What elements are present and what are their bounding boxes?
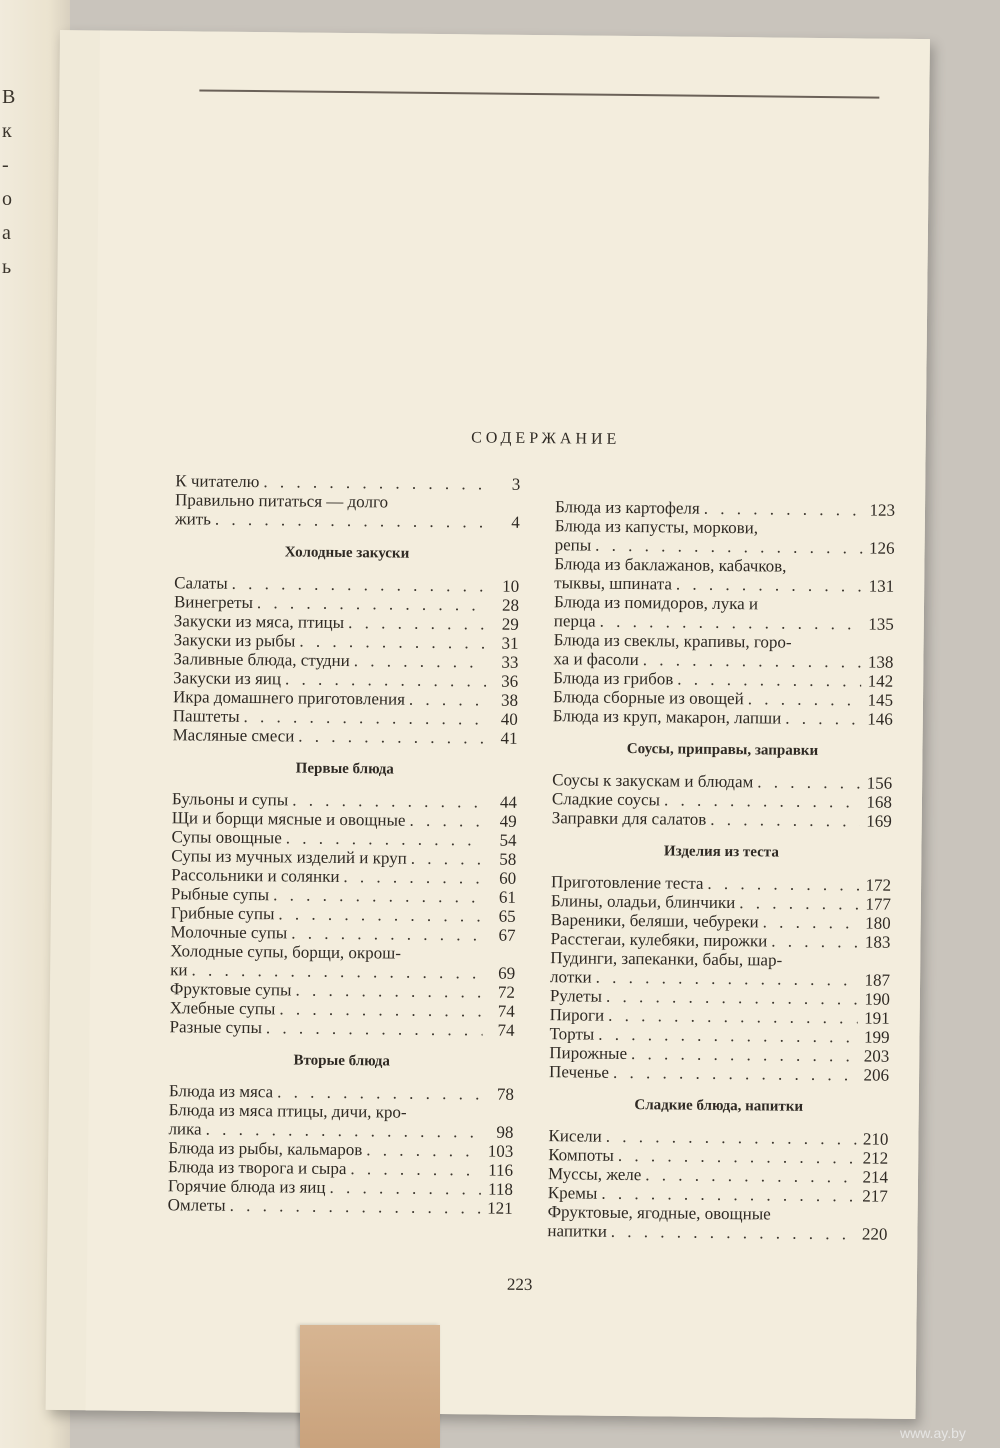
toc-entry-label-cont: жить xyxy=(174,509,212,529)
toc-entry[interactable] xyxy=(549,1062,889,1085)
toc-entry-label: Винегреты xyxy=(173,592,254,613)
toc-page-number: 210 xyxy=(862,1129,889,1149)
toc-page-number: 65 xyxy=(498,906,516,926)
toc-page-number: 138 xyxy=(867,652,894,672)
toc-entry-label: Закуски из рыбы xyxy=(173,630,296,651)
leader-dots xyxy=(263,472,488,493)
toc-entry-label: Торты xyxy=(549,1024,595,1044)
wooden-bookmark[interactable] xyxy=(300,1325,440,1448)
toc-entry-label: Блюда из творога и сыра xyxy=(168,1157,347,1179)
leader-dots xyxy=(704,499,863,520)
toc-entry-label: Правильно питаться — долго xyxy=(174,490,389,512)
toc-entry-label: Блюда из свеклы, крапивы, горо- xyxy=(553,630,792,652)
toc-entry-label: Пудинги, запеканки, бабы, шар- xyxy=(550,948,783,970)
toc-entry-label: Блюда из помидоров, лука и xyxy=(553,592,759,614)
toc-page-number: 44 xyxy=(499,792,518,812)
leader-dots xyxy=(676,574,862,595)
toc-page-number: 142 xyxy=(867,671,894,691)
toc-entry[interactable] xyxy=(169,1017,514,1040)
toc-entry-label: Фруктовые супы xyxy=(169,979,292,1000)
leader-dots xyxy=(643,650,862,671)
toc-page-number: 116 xyxy=(488,1160,514,1180)
leader-dots xyxy=(273,885,484,906)
toc-page-number: 220 xyxy=(861,1224,888,1244)
leader-dots xyxy=(757,772,860,792)
toc-page-number: 103 xyxy=(487,1141,514,1161)
toc-entry-label: Кремы xyxy=(547,1183,598,1203)
toc-page-number: 168 xyxy=(866,792,893,812)
toc-entry-label-cont: перца xyxy=(553,611,596,631)
toc-page-number: 40 xyxy=(500,709,518,729)
toc-entry-label-cont: лика xyxy=(168,1119,202,1139)
leader-dots xyxy=(710,810,860,831)
leader-dots xyxy=(348,613,487,633)
leader-dots xyxy=(677,670,861,691)
leader-dots xyxy=(608,1006,858,1028)
toc-entry-label: Блюда из мяса птицы, дичи, кро- xyxy=(168,1100,407,1122)
edge-fragment: о xyxy=(2,188,12,210)
toc-page-number: 72 xyxy=(497,982,516,1002)
toc-page-number: 146 xyxy=(867,709,893,729)
toc-page-number: 206 xyxy=(863,1065,890,1085)
header-rule xyxy=(199,89,879,98)
toc-entry[interactable] xyxy=(175,509,520,532)
leader-dots xyxy=(230,1196,481,1218)
toc-page-number: 169 xyxy=(866,811,892,831)
toc-page-number: 183 xyxy=(864,932,891,952)
leader-dots xyxy=(286,828,485,849)
toc-entry-label: Компоты xyxy=(548,1145,615,1165)
leader-dots xyxy=(707,874,859,895)
toc-entry-label: Приготовление теста xyxy=(551,872,704,893)
edge-fragment: - xyxy=(2,154,9,176)
toc-page-number: 199 xyxy=(863,1027,890,1047)
leader-dots xyxy=(278,904,484,925)
toc-page-number: 31 xyxy=(501,633,519,653)
leader-dots xyxy=(618,1146,857,1167)
toc-entry-label: Щи и борщи мясные и овощные xyxy=(171,808,406,830)
leader-dots xyxy=(243,707,485,729)
section-heading: Первые блюда xyxy=(295,760,394,778)
toc-entry-label: Рыбные супы xyxy=(170,884,270,905)
toc-page-number: 10 xyxy=(502,576,520,596)
section-heading: Холодные закуски xyxy=(284,544,410,562)
toc-entry-label-cont: репы xyxy=(554,535,592,555)
toc-entry-label: К читателю xyxy=(175,471,260,492)
toc-page-number: 49 xyxy=(499,811,517,831)
leader-dots xyxy=(611,1222,856,1244)
toc-entry-label: Блюда из капусты, моркови, xyxy=(554,516,759,538)
toc-entry-label: Салаты xyxy=(174,573,228,593)
toc-entry-label: Бульоны и супы xyxy=(171,789,289,810)
toc-entry-label: Расстегаи, кулебяки, пирожки xyxy=(550,929,768,951)
toc-entry-label: Блюда из баклажанов, кабачков, xyxy=(554,554,787,576)
section-heading: Соусы, приправы, заправки xyxy=(626,740,819,759)
toc-page-number: 38 xyxy=(500,690,519,710)
toc-entry-label-cont: ха и фасоли xyxy=(553,649,639,670)
toc-page-number: 28 xyxy=(501,595,520,615)
book-page xyxy=(46,30,930,1419)
edge-fragment: ь xyxy=(2,256,12,278)
section-heading: Вторые блюда xyxy=(293,1052,390,1070)
leader-dots xyxy=(277,1082,482,1103)
toc-page-number: 4 xyxy=(511,512,520,532)
toc-entry-label-cont: тыквы, шпината xyxy=(554,573,673,594)
page-title: СОДЕРЖАНИЕ xyxy=(471,429,621,448)
toc-page-number: 187 xyxy=(864,970,891,990)
toc-entry-label: Разные супы xyxy=(169,1017,263,1038)
toc-page-number: 131 xyxy=(868,576,895,596)
toc-entry-label: Блюда сборные из овощей xyxy=(552,687,744,709)
leader-dots xyxy=(645,1165,856,1186)
toc-page-number: 74 xyxy=(497,1001,515,1021)
toc-entry-label: Масляные смеси xyxy=(172,725,295,746)
toc-entry-label: Паштеты xyxy=(172,706,240,726)
leader-dots xyxy=(257,593,487,614)
toc-entry-label: Горячие блюда из яиц xyxy=(167,1176,326,1197)
leader-dots xyxy=(409,811,484,831)
leader-dots xyxy=(606,987,858,1009)
toc-entry-label: Блюда из мяса xyxy=(168,1081,274,1102)
toc-page-number: 126 xyxy=(869,538,895,558)
page-number: 223 xyxy=(506,1274,533,1295)
toc-page-number: 54 xyxy=(499,830,517,850)
toc-entry[interactable] xyxy=(168,1195,513,1218)
edge-fragment: к xyxy=(2,120,12,142)
leader-dots xyxy=(285,669,486,690)
leader-dots xyxy=(292,790,485,811)
leader-dots xyxy=(631,1044,857,1065)
toc-entry-label: Икра домашнего приготовления xyxy=(172,687,406,709)
page-surface xyxy=(86,30,930,1419)
toc-entry-label: Омлеты xyxy=(167,1195,226,1215)
toc-page-number: 217 xyxy=(862,1186,888,1206)
toc-page-number: 145 xyxy=(867,690,894,710)
toc-entry-label: Блюда из грибов xyxy=(553,668,674,689)
toc-entry-label: Грибные супы xyxy=(170,903,275,924)
leader-dots xyxy=(785,709,861,729)
toc-entry-label: Рулеты xyxy=(549,986,603,1006)
toc-page-number: 212 xyxy=(862,1148,889,1168)
toc-entry-label: Супы овощные xyxy=(171,827,282,848)
cut-off-text xyxy=(2,80,22,284)
toc-entry-label: Кисели xyxy=(548,1126,602,1146)
leader-dots xyxy=(366,1140,481,1160)
edge-fragment: а xyxy=(2,222,11,244)
toc-page-number: 203 xyxy=(863,1046,890,1066)
leader-dots xyxy=(613,1063,857,1085)
leader-dots xyxy=(748,689,861,709)
section-heading: Сладкие блюда, напитки xyxy=(634,1097,804,1115)
toc-page-number: 172 xyxy=(865,875,892,895)
toc-entry-label-cont: напитки xyxy=(547,1221,607,1241)
toc-entry-label: Супы из мучных изделий и круп xyxy=(171,846,407,868)
toc-entry[interactable] xyxy=(553,706,893,729)
toc-entry-label: Блюда из рыбы, кальмаров xyxy=(168,1138,363,1160)
toc-entry-label: Закуски из яиц xyxy=(173,668,282,689)
toc-page-number: 191 xyxy=(864,1008,890,1028)
edge-fragment: В xyxy=(2,86,16,108)
toc-page-number: 98 xyxy=(496,1122,514,1142)
toc-entry-label: Заправки для салатов xyxy=(551,808,707,829)
toc-entry-label: Хлебные супы xyxy=(169,998,276,1019)
toc-page-number: 214 xyxy=(862,1167,889,1187)
toc-entry-label: Сладкие соусы xyxy=(551,789,661,810)
leader-dots xyxy=(329,1178,481,1199)
toc-page-number: 177 xyxy=(865,894,891,914)
toc-page-number: 180 xyxy=(865,913,891,933)
toc-entry[interactable] xyxy=(548,1164,888,1187)
toc-entry-label: Молочные супы xyxy=(170,922,288,943)
leader-dots xyxy=(295,981,483,1002)
toc-entry[interactable] xyxy=(173,725,518,748)
leader-dots xyxy=(215,510,488,532)
toc-entry-label: Вареники, беляши, чебуреки xyxy=(550,910,759,932)
watermark: www.ay.by xyxy=(900,1425,966,1441)
toc-entry-label: Рассольники и солянки xyxy=(171,865,340,886)
toc-entry-label: Блюда из картофеля xyxy=(554,497,700,518)
leader-dots xyxy=(606,1127,857,1149)
toc-page-number: 33 xyxy=(501,652,519,672)
leader-dots xyxy=(343,867,484,887)
toc-page-number: 121 xyxy=(487,1198,513,1218)
toc-page-number: 41 xyxy=(500,728,518,748)
toc-page-number: 123 xyxy=(869,500,896,520)
leader-dots xyxy=(411,849,485,869)
section-heading: Изделия из теста xyxy=(663,843,779,861)
toc-entry-label: Блины, оладьи, блинчики xyxy=(550,891,736,913)
toc-entry-label: Муссы, желе xyxy=(547,1164,642,1185)
toc-page-number: 135 xyxy=(868,614,894,634)
toc-page-number: 74 xyxy=(497,1020,515,1040)
toc-entry-label: Закуски из мяса, птицы xyxy=(173,611,345,633)
toc-entry-label: Блюда из круп, макарон, лапши xyxy=(552,706,782,728)
toc-page-number: 29 xyxy=(501,614,519,634)
toc-left-column xyxy=(168,471,521,1218)
toc-page-number: 36 xyxy=(501,671,519,691)
leader-dots xyxy=(763,912,859,932)
toc-page-number: 156 xyxy=(866,773,893,793)
toc-entry-label: Заливные блюда, студни xyxy=(173,649,350,671)
leader-dots xyxy=(298,727,485,748)
toc-entry-label-cont: лотки xyxy=(550,967,592,987)
toc-entry-label: Печенье xyxy=(549,1062,610,1082)
toc-entry-label: Соусы к закускам и блюдам xyxy=(552,770,754,792)
toc-page-number: 190 xyxy=(864,989,890,1009)
toc-entry-label-cont: ки xyxy=(170,960,188,980)
toc-entry[interactable] xyxy=(552,808,892,831)
toc-page-number: 67 xyxy=(498,925,516,945)
toc-page-number: 58 xyxy=(499,849,517,869)
toc-entry[interactable] xyxy=(547,1221,887,1244)
leader-dots xyxy=(291,923,483,944)
toc-page-number: 61 xyxy=(498,887,517,907)
leader-dots xyxy=(739,893,859,913)
toc-page-number: 118 xyxy=(487,1179,513,1199)
leader-dots xyxy=(279,999,483,1020)
toc-entry-label: Пирожные xyxy=(549,1043,628,1063)
leader-dots xyxy=(266,1018,483,1039)
leader-dots xyxy=(299,632,486,653)
leader-dots xyxy=(409,690,486,710)
toc-page-number: 60 xyxy=(499,868,517,888)
leader-dots xyxy=(664,790,860,811)
toc-entry-label: Холодные супы, борщи, окрош- xyxy=(170,941,402,963)
toc-right-column xyxy=(547,497,895,1244)
toc-page-number: 78 xyxy=(496,1084,514,1104)
leader-dots xyxy=(354,651,487,671)
toc-entry-label: Пироги xyxy=(549,1005,605,1025)
leader-dots xyxy=(350,1159,481,1179)
toc-entry-label: Фруктовые, ягодные, овощные xyxy=(547,1202,771,1224)
toc-page-number: 69 xyxy=(498,963,516,983)
leader-dots xyxy=(771,931,858,951)
toc-page-number: 3 xyxy=(511,474,521,494)
